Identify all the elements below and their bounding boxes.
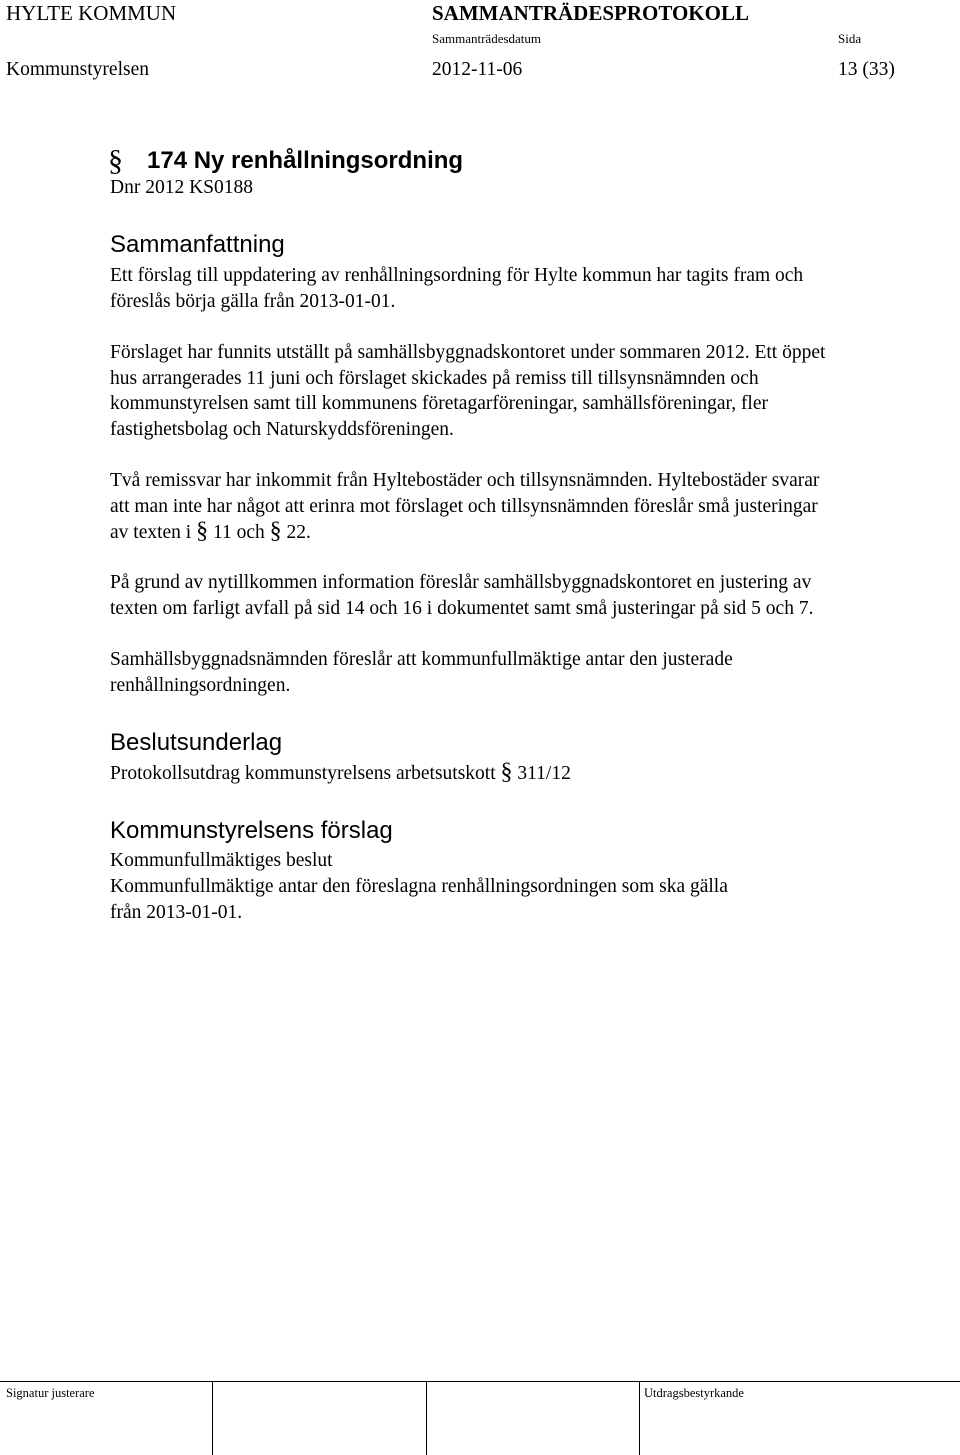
meeting-date: 2012-11-06: [432, 59, 523, 80]
section-sign-icon: §: [108, 144, 123, 177]
municipality-name: HYLTE KOMMUN: [6, 1, 177, 25]
summary-heading: Sammanfattning: [110, 231, 285, 258]
text-line: På grund av nytillkommen information föreslår samhällsbyggnadskontoret en justering av: [110, 572, 812, 593]
text-line: Samhällsbyggnadsnämnden föreslår att kommunfullmäktige antar den justerade: [110, 649, 733, 670]
summary-paragraph-3: [110, 468, 940, 546]
text-line: renhållningsordningen.: [110, 674, 291, 696]
dnr: Dnr 2012 KS0188: [110, 177, 254, 198]
proposal-subheading: [110, 848, 940, 874]
text-line: Två remissvar har inkommit från Hyltebostäder och tillsynsnämnden. Hyltebostäder svarar: [110, 470, 820, 491]
body-name: Kommunstyrelsen: [6, 59, 149, 80]
section-sign-icon: §: [500, 759, 513, 785]
text-line: Kommunfullmäktiges beslut: [110, 850, 333, 871]
summary-paragraph-5: [110, 647, 940, 698]
text-line: hus arrangerades 11 juni och förslaget skickades på remiss till tillsynsnämnden och: [110, 367, 759, 389]
text-fragment: 22.: [286, 522, 311, 543]
text-line: Förslaget har funnits utställt på samhällsbyggnadskontoret under sommaren 2012. Ett öppet: [110, 342, 826, 363]
basis-heading: Beslutsunderlag: [110, 729, 283, 756]
signature-box: [427, 1381, 640, 1455]
summary-paragraph-2: [110, 340, 940, 442]
signature-label: Signatur justerare: [6, 1386, 95, 1400]
text-line: föreslås börja gälla från 2013-01-01.: [110, 290, 396, 312]
text-fragment: 311/12: [517, 763, 571, 784]
text-line: Ett förslag till uppdatering av renhållningsordning för Hylte kommun har tagits fram och: [110, 265, 804, 286]
protocol-title: SAMMANTRÄDESPROTOKOLL: [432, 1, 749, 25]
text-line: [110, 760, 940, 787]
text-line: Kommunfullmäktige antar den föreslagna renhållningsordningen som ska gälla: [110, 876, 728, 897]
text-fragment: av texten i: [110, 522, 192, 543]
text-line: att man inte har något att erinra mot förslaget och tillsynsnämnden föreslår små justeringar: [110, 495, 818, 517]
page-number: 13 (33): [838, 59, 895, 80]
text-line: texten om farligt avfall på sid 14 och 16 i dokumentet samt små justeringar på sid 5 och 7.: [110, 597, 814, 619]
section-sign-icon: §: [196, 518, 209, 544]
text-fragment: Protokollsutdrag kommunstyrelsens arbetsutskott: [110, 763, 496, 784]
proposal-heading: Kommunstyrelsens förslag: [110, 817, 393, 844]
item-title: 174 Ny renhållningsordning: [147, 147, 464, 174]
text-line: [110, 519, 940, 546]
text-line: från 2013-01-01.: [110, 901, 243, 923]
basis-text: [110, 760, 940, 787]
text-line: fastighetsbolag och Naturskyddsföreningen.: [110, 418, 454, 440]
excerpt-label: Utdragsbestyrkande: [644, 1386, 744, 1400]
summary-paragraph-1: [110, 263, 940, 314]
date-label: Sammanträdesdatum: [432, 31, 542, 46]
signature-box: [213, 1381, 427, 1455]
section-sign-icon: §: [269, 518, 282, 544]
proposal-text: [110, 874, 940, 925]
text-line: kommunstyrelsen samt till kommunens företagarföreningar, samhällsföreningar, fler: [110, 393, 769, 414]
text-fragment: 11 och: [212, 522, 265, 543]
page-label: Sida: [838, 31, 862, 46]
summary-paragraph-4: [110, 570, 940, 621]
